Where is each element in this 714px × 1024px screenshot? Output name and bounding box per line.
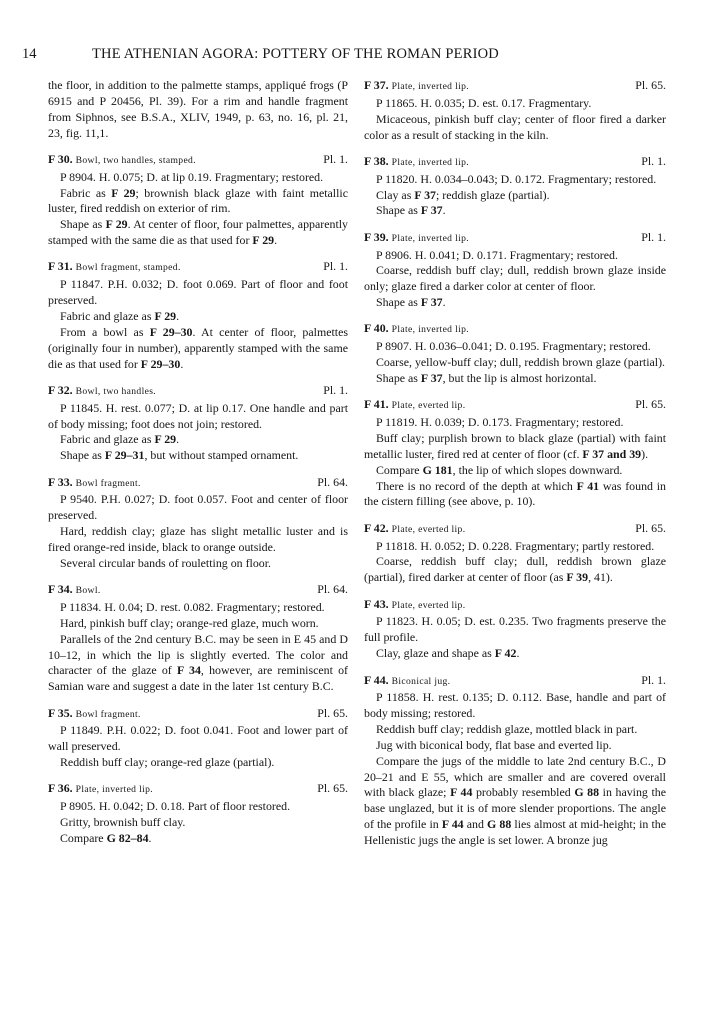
- cross-reference: F 29–31: [104, 448, 145, 463]
- entry-paragraph: Buff clay; purplish brown to black glaze (partial) with faint metallic luster, fired red at center of floor (cf. F 37 and 39).: [364, 431, 666, 461]
- cross-reference: F 34: [176, 663, 201, 678]
- catalogue-entry: [48, 706, 348, 771]
- entry-title: [364, 673, 450, 690]
- cross-reference: G 82–84: [106, 830, 149, 845]
- cross-reference: F 29–30: [140, 356, 181, 371]
- entry-paragraph: P 9540. P.H. 0.027; D. foot 0.057. Foot and center of floor preserved.: [48, 492, 348, 523]
- catalogue-number: F 44.: [364, 672, 389, 687]
- entry-paragraph: P 11849. P.H. 0.022; D. foot 0.041. Foot and lower part of wall preserved.: [48, 723, 348, 754]
- catalogue-number: F 30.: [48, 151, 73, 166]
- entry-heading: [48, 259, 348, 276]
- entry-paragraph: Jug with biconical body, flat base and everted lip.: [376, 737, 612, 752]
- entry-name: Bowl, two handles, stamped.: [75, 154, 196, 166]
- entry-heading: [364, 673, 666, 690]
- entry-paragraph: Hard, pinkish buff clay; orange-red glaze, much worn.: [60, 615, 319, 630]
- entry-paragraph: From a bowl as F 29–30. At center of floor, palmettes (originally four in number), apparently stamped with the same die as that used for F 29–30.: [48, 324, 348, 371]
- entry-name: Plate, inverted lip.: [75, 784, 153, 796]
- catalogue-number: F 33.: [48, 474, 73, 489]
- entry-name: Biconical jug.: [391, 675, 451, 687]
- left-column: [48, 78, 348, 847]
- cross-reference: F 29: [252, 233, 275, 248]
- catalogue-entry: [48, 781, 348, 846]
- plate-reference: Pl. 65.: [317, 781, 348, 796]
- entry-name: Bowl fragment, stamped.: [75, 262, 181, 274]
- running-head: THE ATHENIAN AGORA: POTTERY OF THE ROMAN PERIOD: [92, 46, 499, 62]
- entry-heading: [364, 521, 666, 538]
- catalogue-entry: [48, 383, 348, 464]
- cross-reference: F 29: [154, 432, 177, 447]
- catalogue-entry: [364, 397, 666, 510]
- entry-paragraph: Compare G 82–84.: [60, 830, 152, 845]
- cross-reference: F 44: [441, 817, 464, 832]
- cross-reference: F 37: [420, 203, 443, 218]
- entry-heading: [364, 321, 666, 338]
- entry-paragraph: P 11847. P.H. 0.032; D. foot 0.069. Part of floor and foot preserved.: [48, 277, 348, 308]
- entry-paragraph: P 11823. H. 0.05; D. est. 0.235. Two fragments preserve the full profile.: [364, 614, 666, 645]
- plate-reference: Pl. 1.: [641, 672, 666, 687]
- cross-reference: F 29–30: [149, 324, 193, 339]
- entry-paragraph: There is no record of the depth at which F 41 was found in the cistern filling (see above, p. 10).: [364, 478, 667, 509]
- plate-reference: Pl. 65.: [635, 520, 666, 535]
- entry-title: [48, 383, 156, 400]
- entry-paragraph: Coarse, yellow-buff clay; dull, reddish brown glaze (partial).: [376, 355, 666, 370]
- cross-reference: F 42: [494, 646, 517, 661]
- entry-paragraph: Micaceous, pinkish buff clay; center of floor fired a darker color as a result of stacking in the kiln.: [364, 111, 666, 142]
- entry-paragraph: Gritty, brownish buff clay.: [60, 815, 186, 830]
- entry-title: [48, 152, 196, 169]
- entry-title: [364, 321, 469, 338]
- entry-paragraph: Fabric as F 29; brownish black glaze with faint metallic luster, fired reddish on exterior of rim.: [48, 185, 348, 216]
- entry-name: Plate, inverted lip.: [391, 156, 469, 168]
- plate-reference: Pl. 65.: [317, 705, 348, 720]
- plate-reference: Pl. 64.: [317, 582, 348, 597]
- entry-paragraph: P 8904. H. 0.075; D. at lip 0.19. Fragmentary; restored.: [60, 169, 324, 184]
- entry-heading: [364, 397, 666, 414]
- entry-name: Plate, inverted lip.: [391, 81, 469, 92]
- plate-reference: Pl. 1.: [641, 229, 666, 244]
- entry-title: [48, 781, 153, 798]
- entry-heading: [364, 230, 666, 247]
- catalogue-number: F 31.: [48, 259, 73, 274]
- entry-paragraph: Parallels of the 2nd century B.C. may be seen in E 45 and D 10–12, in which the lip is slightly everted. The color and character of the glaze of F 34, however, are reminiscent of Samian ware and suggest a date in the later 1st century B.C.: [48, 631, 349, 694]
- entry-title: [364, 597, 465, 614]
- entry-name: Plate, everted lip.: [391, 400, 466, 412]
- entry-paragraph: Clay as F 37; reddish glaze (partial).: [376, 187, 550, 202]
- entry-title: [364, 230, 469, 247]
- cross-reference: F 37: [420, 371, 443, 385]
- entry-paragraph: P 11834. H. 0.04; D. rest. 0.082. Fragmentary; restored.: [60, 599, 325, 614]
- entry-name: Bowl fragment.: [75, 708, 141, 720]
- cross-reference: G 88: [574, 785, 600, 800]
- plate-reference: Pl. 1.: [323, 151, 348, 166]
- catalogue-number: F 41.: [364, 397, 389, 412]
- cross-reference: F 44: [450, 785, 473, 800]
- cross-reference: F 29: [154, 308, 177, 323]
- page-number: 14: [22, 46, 37, 62]
- entry-paragraph: P 11818. H. 0.052; D. 0.228. Fragmentary; partly restored.: [376, 538, 655, 553]
- entry-paragraph: Compare the jugs of the middle to late 2nd century B.C., D 20–21 and E 55, which are smaller and are covered overall with black glaze; F 44 probably resembled G 88 in having the base unglazed, but it is of more slender proportions. The angle of the profile in F 44 and G 88 lies almost at mid-height; in the Hellenistic jugs the angle is set lower. A bronze jug: [364, 753, 666, 847]
- catalogue-number: F 37.: [364, 78, 389, 92]
- catalogue-number: F 35.: [48, 705, 73, 720]
- entry-name: Bowl fragment.: [75, 477, 141, 489]
- entry-title: [364, 78, 469, 95]
- catalogue-entry: [364, 154, 666, 219]
- entry-heading: [48, 781, 348, 798]
- catalogue-entry: [364, 78, 666, 143]
- catalogue-number: F 39.: [364, 229, 389, 244]
- entry-title: [48, 259, 181, 276]
- entry-paragraph: Shape as F 37.: [376, 203, 446, 218]
- catalogue-entry: [364, 230, 666, 311]
- entry-paragraph: Coarse, reddish buff clay; dull, reddish brown glaze (partial), fired darker at center of floor (as F 39, 41).: [364, 554, 666, 585]
- entry-heading: [48, 383, 348, 400]
- entry-paragraph: Fabric and glaze as F 29.: [60, 308, 180, 323]
- entry-paragraph: P 11820. H. 0.034–0.043; D. 0.172. Fragmentary; restored.: [376, 171, 657, 186]
- entry-title: [364, 521, 465, 538]
- catalogue-entry: [48, 475, 348, 572]
- cross-reference: F 39: [566, 570, 589, 585]
- entry-heading: [48, 706, 348, 723]
- catalogue-number: F 34.: [48, 582, 73, 597]
- entry-name: Plate, everted lip.: [391, 523, 466, 535]
- cross-reference: G 181: [422, 462, 453, 477]
- plate-reference: Pl. 1.: [323, 382, 348, 397]
- plate-reference: Pl. 1.: [323, 259, 348, 274]
- entry-heading: [364, 154, 666, 171]
- plate-reference: Pl. 65.: [635, 78, 666, 92]
- catalogue-number: F 43.: [364, 596, 389, 611]
- entry-paragraph: Shape as F 29–31, but without stamped ornament.: [60, 448, 299, 463]
- cross-reference: G 88: [487, 817, 512, 832]
- entry-title: [48, 582, 101, 599]
- catalogue-entry: [364, 597, 666, 662]
- entry-paragraph: Coarse, reddish buff clay; dull, reddish brown glaze inside only; glaze fired a darker color at center of floor.: [364, 263, 666, 294]
- entry-paragraph: Shape as F 37.: [376, 295, 446, 310]
- cross-reference: F 41: [576, 478, 600, 493]
- cross-reference: F 37 and 39: [582, 446, 642, 461]
- right-column: [364, 78, 666, 849]
- entry-title: [48, 706, 141, 723]
- catalogue-number: F 40.: [364, 321, 389, 336]
- entry-title: [364, 397, 465, 414]
- entry-heading: [48, 152, 348, 169]
- entry-name: Plate, everted lip.: [391, 599, 466, 611]
- entry-paragraph: Hard, reddish clay; glaze has slight metallic luster and is fired orange-red inside, black to orange outside.: [48, 524, 348, 554]
- entry-paragraph: P 11819. H. 0.039; D. 0.173. Fragmentary; restored.: [376, 415, 624, 430]
- entry-paragraph: P 11845. H. rest. 0.077; D. at lip 0.17. One handle and part of body missing; foot does not join; restored.: [48, 400, 348, 431]
- entry-name: Plate, inverted lip.: [391, 324, 469, 336]
- entry-paragraph: Reddish buff clay; reddish glaze, mottled black in part.: [376, 722, 638, 737]
- entry-paragraph: P 8907. H. 0.036–0.041; D. 0.195. Fragmentary; restored.: [376, 339, 651, 354]
- entry-heading: [48, 582, 348, 599]
- catalogue-number: F 42.: [364, 520, 389, 535]
- catalogue-number: F 36.: [48, 781, 73, 796]
- entry-paragraph: P 8905. H. 0.042; D. 0.18. Part of floor restored.: [60, 799, 291, 814]
- entry-paragraph: Compare G 181, the lip of which slopes downward.: [376, 462, 623, 477]
- entry-title: [364, 154, 469, 171]
- entry-paragraph: Reddish buff clay; orange-red glaze (partial).: [60, 755, 275, 770]
- entry-paragraph: P 11858. H. rest. 0.135; D. 0.112. Base, handle and part of body missing; restored.: [364, 690, 666, 721]
- catalogue-number: F 32.: [48, 382, 73, 397]
- plate-reference: Pl. 64.: [317, 474, 348, 489]
- catalogue-entry: [48, 152, 348, 249]
- catalogue-entry: [364, 521, 666, 586]
- catalogue-entry: [364, 673, 666, 849]
- catalogue-entry: [364, 321, 666, 386]
- intro-paragraph: the floor, in addition to the palmette stamps, appliqué frogs (P 6915 and P 20456, Pl. 39). For a rim and handle fragment from Siphnos, see B.S.A., XLIV, 1949, p. 63, no. 16, pl. 21, 23, fig. 11,1.: [48, 78, 348, 140]
- catalogue-number: F 38.: [364, 153, 389, 168]
- entry-paragraph: Clay, glaze and shape as F 42.: [376, 646, 520, 661]
- entry-paragraph: Several circular bands of rouletting on floor.: [60, 555, 271, 570]
- entry-paragraph: Shape as F 37, but the lip is almost horizontal.: [376, 371, 597, 385]
- entry-paragraph: P 11865. H. 0.035; D. est. 0.17. Fragmentary.: [376, 95, 592, 110]
- entry-title: [48, 475, 141, 492]
- entry-name: Plate, inverted lip.: [391, 232, 469, 244]
- entry-heading: [364, 597, 666, 614]
- plate-reference: Pl. 1.: [641, 153, 666, 168]
- entry-name: Bowl, two handles.: [75, 385, 157, 397]
- entry-heading: [364, 78, 666, 95]
- entry-paragraph: Shape as F 29. At center of floor, four palmettes, apparently stamped with the same die as that used for F 29.: [48, 217, 348, 248]
- cross-reference: F 37: [420, 295, 443, 310]
- entry-name: Bowl.: [75, 585, 101, 597]
- cross-reference: F 37: [414, 187, 436, 202]
- entry-paragraph: P 8906. H. 0.041; D. 0.171. Fragmentary; restored.: [376, 247, 618, 262]
- plate-reference: Pl. 65.: [635, 397, 666, 412]
- catalogue-entry: [48, 582, 348, 695]
- catalogue-entry: [48, 259, 348, 372]
- cross-reference: F 29: [105, 217, 128, 232]
- entry-paragraph: Fabric and glaze as F 29.: [60, 432, 180, 447]
- entry-heading: [48, 475, 348, 492]
- cross-reference: F 29: [111, 185, 136, 200]
